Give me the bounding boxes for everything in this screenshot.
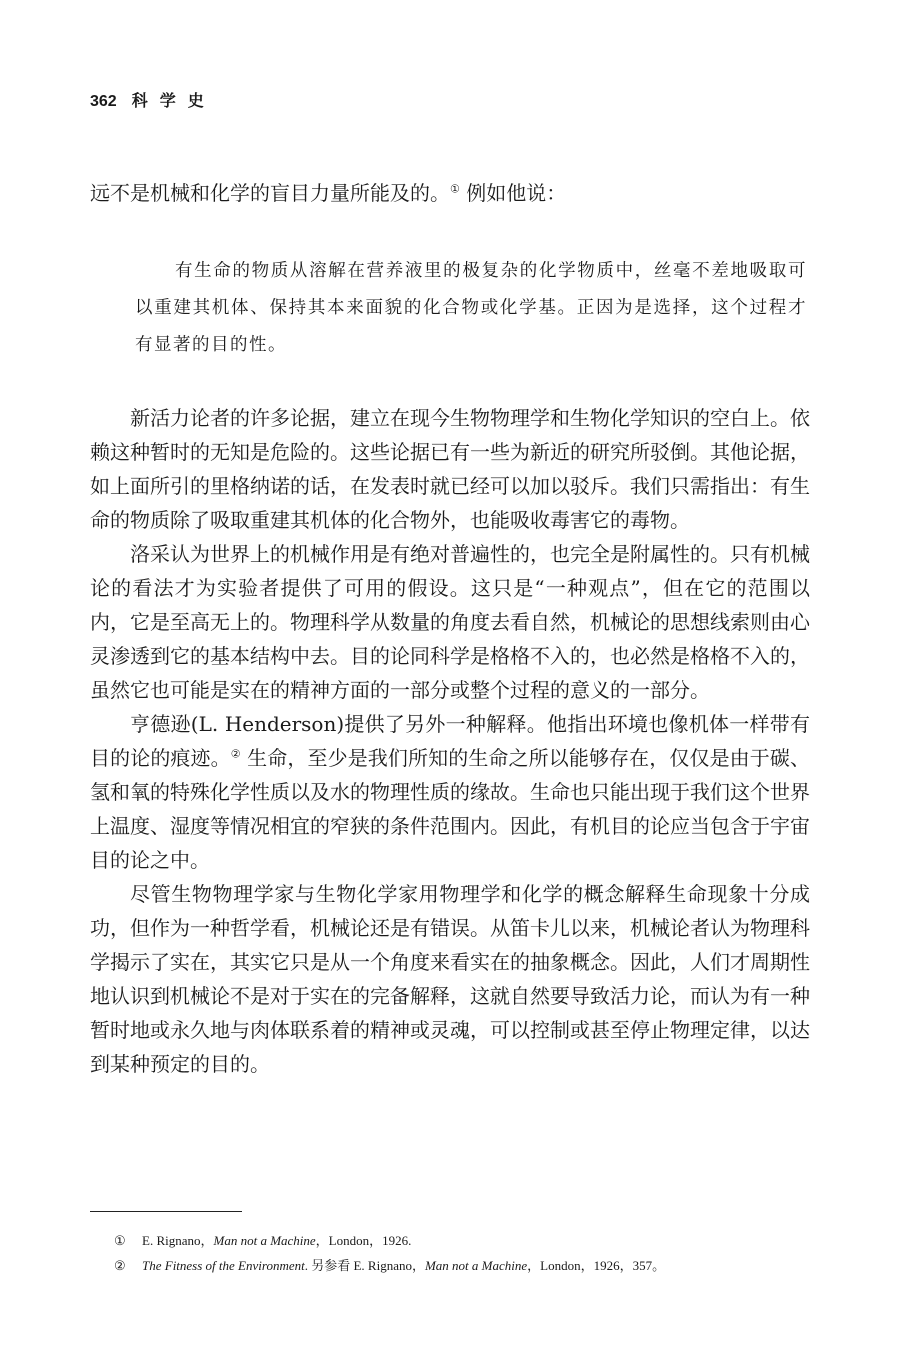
footnote-book-title-2: Man not a Machine <box>424 1258 528 1273</box>
paragraph-2: 洛采认为世界上的机械作用是有绝对普遍性的，也完全是附属性的。只有机械论的看法才为实验者提供了可用的假设。这只是“一种观点”，但在它的范围以内，它是至高无上的。物理科学从数量的角度去看自然，机械论的思想线索则由心灵渗透到它的基本结构中去。目的论同科学是格格不入的，也必然是格格不入的，虽然它也可能是实在的精神方面的一部分或整个过程的意义的一部分。 <box>90 542 810 702</box>
footnote-mark: ② <box>114 1258 126 1273</box>
intro-text: 远不是机械和化学的盲目力量所能及的。 <box>90 181 450 205</box>
page-number: 362 <box>90 93 117 110</box>
footnote-mark: ① <box>114 1233 126 1248</box>
footnote-ref-2: ② <box>230 747 241 761</box>
running-header <box>90 88 216 111</box>
running-title: 科学史 <box>131 91 216 110</box>
footnote-1 <box>114 1228 834 1253</box>
paragraph-3 <box>90 707 810 877</box>
paragraph-1: 新活力论者的许多论据，建立在现今生物物理学和生物化学知识的空白上。依赖这种暂时的无知是危险的。这些论据已有一些为新近的研究所驳倒。其他论据，如上面所引的里格纳诺的话，在发表时就已经可以加以驳斥。我们只需指出：有生命的物质除了吸取重建其机体的化合物外，也能吸收毒害它的毒物。 <box>90 406 810 532</box>
footnotes <box>114 1228 834 1278</box>
paragraph-3-text-after: 生命，至少是我们所知的生命之所以能够存在，仅仅是由于碳、氢和氧的特殊化学性质以及水的物理性质的缘故。生命也只能出现于我们这个世界上温度、湿度等情况相宜的窄狭的条件范围内。因此，有机目的论应当包含于宇宙目的论之中。 <box>90 746 810 872</box>
footnote-see-also: . 另参看 E. Rignano， <box>304 1258 425 1273</box>
footnote-publication: ，London，1926，357。 <box>527 1258 666 1273</box>
quote-text: 有生命的物质从溶解在营养液里的极复杂的化学物质中，丝毫不差地吸取可以重建其机体、保持其本来面貌的化合物或化学基。正因为是选择，这个过程才有显著的目的性。 <box>135 261 807 355</box>
body-text <box>90 401 810 1081</box>
footnote-ref-1: ① <box>450 182 460 196</box>
block-quote <box>135 253 807 364</box>
footnote-book-title: Man not a Machine <box>213 1233 316 1248</box>
paragraph-4: 尽管生物物理学家与生物化学家用物理学和化学的概念解释生命现象十分成功，但作为一种哲学看，机械论还是有错误。从笛卡儿以来，机械论者认为物理科学揭示了实在，其实它只是从一个角度来看实在的抽象概念。因此，人们才周期性地认识到机械论不是对于实在的完备解释，这就自然要导致活力论，而认为有一种暂时地或永久地与肉体联系着的精神或灵魂，可以控制或甚至停止物理定律，以达到某种预定的目的。 <box>90 882 810 1076</box>
paragraph-3-text: 亨德逊(L. Henderson)提供了另外一种解释。他指出环境也像机体一样带有目的论的痕迹。 <box>90 712 810 770</box>
footnote-rule <box>90 1211 242 1212</box>
footnote-publication: ，London，1926. <box>315 1233 412 1248</box>
footnote-book-title: The Fitness of the Environment <box>142 1258 305 1273</box>
footnote-author: E. Rignano， <box>142 1233 214 1248</box>
footnote-2 <box>114 1253 834 1278</box>
intro-text-after: 例如他说： <box>459 181 567 205</box>
intro-paragraph <box>90 176 810 210</box>
